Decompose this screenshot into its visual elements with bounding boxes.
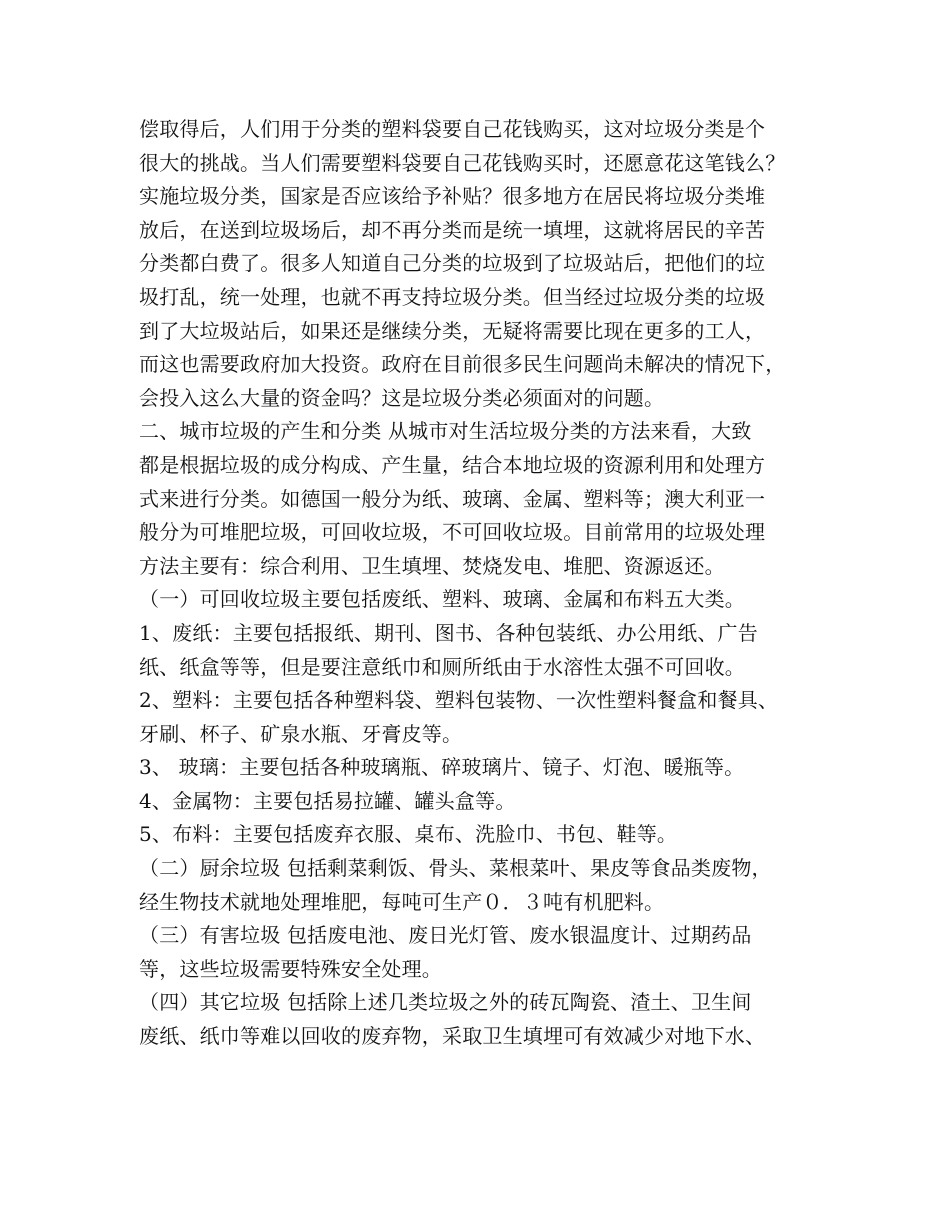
- subsection-line: （三）有害垃圾 包括废电池、废日光灯管、废水银温度计、过期药品: [139, 923, 752, 948]
- text-line: 般分为可堆肥垃圾，可回收垃圾，不可回收垃圾。目前常用的垃圾处理: [139, 520, 766, 545]
- text-line: 废纸、纸巾等难以回收的废弃物，采取卫生填埋可有效减少对地下水、: [139, 1024, 766, 1049]
- text-line: 放后，在送到垃圾场后，却不再分类而是统一填埋，这就将居民的辛苦: [139, 217, 766, 242]
- list-item-line: 4、金属物：主要包括易拉罐、罐头盒等。: [139, 788, 516, 813]
- section-heading-line: 二、城市垃圾的产生和分类 从城市对生活垃圾分类的方法来看，大致: [139, 419, 752, 444]
- text-line: 实施垃圾分类，国家是否应该给予补贴？很多地方在居民将垃圾分类堆: [139, 184, 766, 209]
- list-item-line: 3、 玻璃：主要包括各种玻璃瓶、碎玻璃片、镜子、灯泡、暖瓶等。: [139, 755, 745, 780]
- subsection-line: （一）可回收垃圾主要包括废纸、塑料、玻璃、金属和布料五大类。: [139, 587, 745, 612]
- text-line: 很大的挑战。当人们需要塑料袋要自己花钱购买时，还愿意花这笔钱么？: [139, 150, 786, 175]
- text-line: 方法主要有：综合利用、卫生填埋、焚烧发电、堆肥、资源返还。: [139, 553, 725, 578]
- text-line: 分类都白费了。很多人知道自己分类的垃圾到了垃圾站后，把他们的垃: [139, 251, 766, 276]
- text-line: 牙刷、杯子、矿泉水瓶、牙膏皮等。: [139, 721, 463, 746]
- subsection-line: （二）厨余垃圾 包括剩菜剩饭、骨头、菜根菜叶、果皮等食品类废物，: [139, 856, 772, 881]
- text-line: 等，这些垃圾需要特殊安全处理。: [139, 956, 442, 981]
- text-line: 都是根据垃圾的成分构成、产生量，结合本地垃圾的资源利用和处理方: [139, 452, 766, 477]
- document-body: [139, 113, 829, 1054]
- text-line: 会投入这么大量的资金吗？这是垃圾分类必须面对的问题。: [139, 385, 665, 410]
- text-line: 纸、纸盒等等，但是要注意纸巾和厕所纸由于水溶性太强不可回收。: [139, 654, 745, 679]
- subsection-line: （四）其它垃圾 包括除上述几类垃圾之外的砖瓦陶瓷、渣土、卫生间: [139, 990, 752, 1015]
- text-line: 式来进行分类。如德国一般分为纸、玻璃、金属、塑料等；澳大利亚一: [139, 486, 766, 511]
- list-item-line: 1、废纸：主要包括报纸、期刊、图书、各种包装纸、办公用纸、广告: [139, 620, 758, 645]
- text-line: 圾打乱，统一处理，也就不再支持垃圾分类。但当经过垃圾分类的垃圾: [139, 284, 766, 309]
- text-line: 到了大垃圾站后，如果还是继续分类，无疑将需要比现在更多的工人，: [139, 318, 766, 343]
- list-item-line: 5、布料：主要包括废弃衣服、桌布、洗脸巾、书包、鞋等。: [139, 822, 678, 847]
- text-line: 而这也需要政府加大投资。政府在目前很多民生问题尚未解决的情况下，: [139, 352, 786, 377]
- text-line: 偿取得后，人们用于分类的塑料袋要自己花钱购买，这对垃圾分类是个: [139, 117, 766, 141]
- text-line: 经生物技术就地处理堆肥，每吨可生产０．３吨有机肥料。: [139, 889, 665, 914]
- list-item-line: 2、塑料：主要包括各种塑料袋、塑料包装物、一次性塑料餐盒和餐具、: [139, 688, 779, 713]
